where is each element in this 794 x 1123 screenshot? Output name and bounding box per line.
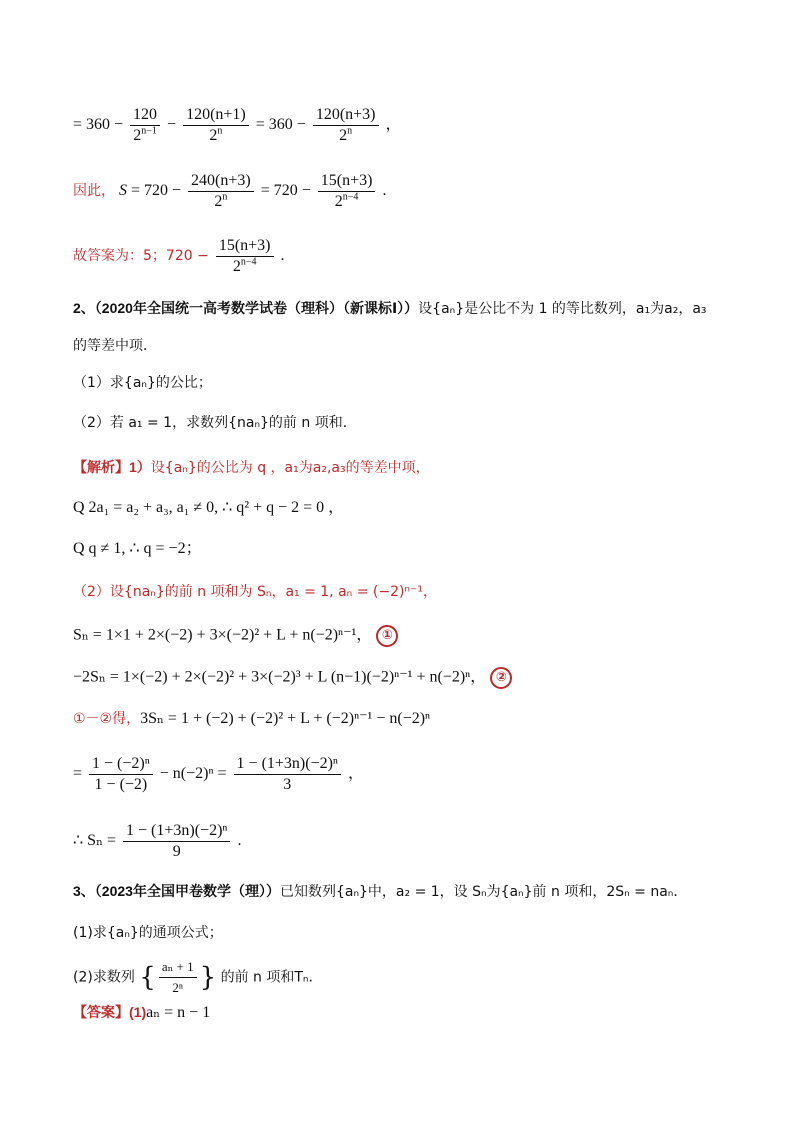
subtract-label: ①－②得，	[73, 711, 141, 727]
fraction: $\frac{240(n+3)}{2^n}$	[188, 172, 254, 211]
equation-5: ∴ Sₙ = $\frac{\text{1 − (1+3n)(−2)ⁿ}}{9}$ .	[73, 822, 242, 860]
equation-1: Sₙ = 1×1 + 2×(−2) + 3×(−2)² + L + n(−2)ⁿ⁻¹， ①	[73, 625, 398, 647]
fraction: $\frac{\text{1 − (−2)ⁿ}}{1 - (-2)}$	[89, 755, 153, 794]
question-2-part-1: （1）求{aₙ}的公比；	[73, 375, 212, 391]
question-2-part-2: （2）若 a₁ = 1，求数列{naₙ}的前 n 项和．	[73, 415, 357, 431]
fraction: $\frac{\text{aₙ + 1}}{\text{2ⁿ}}$	[159, 958, 197, 997]
marker-1: ①	[376, 625, 398, 647]
part-2-solution: （2）设{naₙ}的前 n 项和为 Sₙ，a₁ = 1, aₙ = (−2)ⁿ⁻¹，	[73, 584, 438, 600]
equation-3: ①－②得，3Sₙ = 1 + (−2) + (−2)² + L + (−2)ⁿ⁻¹ − n(−2)ⁿ	[73, 710, 431, 727]
answer-label: 故答案为：5；720 −	[73, 248, 209, 265]
fraction: $\frac{15(n+3)}{2^{n-4}}$	[216, 237, 274, 276]
solution-step-1: Q 2a₁ = a₂ + a₃, a₁ ≠ 0, ∴ q² + q − 2 = 0 ，	[73, 499, 345, 516]
eq-text: = 360 −	[255, 116, 306, 134]
question-3-answer: 【答案】(1)aₙ = n − 1	[73, 1004, 211, 1021]
answer-line: 故答案为：5；720 − $\frac{15(n+3)}{2^{n-4}}$ .	[73, 237, 285, 275]
question-2-title-cont: 的等差中项．	[73, 338, 157, 354]
question-source: （2020年全国统一高考数学试卷（理科）（新课标Ⅰ））	[94, 300, 419, 316]
fraction: $\frac{120(n+3)}{2^n}$	[313, 106, 379, 145]
analysis-line: 【解析】1）设{aₙ}的公比为 q ，a₁为a₂,a₃的等差中项，	[73, 459, 430, 476]
solution-step-2: Q q ≠ 1, ∴ q = −2；	[73, 540, 202, 557]
marker-2: ②	[490, 667, 512, 689]
fraction: $\frac{15(n+3)}{2^{n-4}}$	[318, 172, 376, 211]
equation-line-2: 因此， S = 720 − $\frac{240(n+3)}{2^n}$ = 720 − $\frac{15(n+3)}{2^{n-4}}$ .	[73, 172, 387, 210]
answer-label: 【答案】(1)	[73, 1004, 147, 1020]
question-3-part-1: (1)求{aₙ}的通项公式；	[73, 925, 223, 941]
fraction: $\frac{\text{1 − (1+3n)(−2)ⁿ}}{9}$	[123, 822, 230, 861]
analysis-label: 【解析】1）	[73, 459, 151, 475]
question-3-part-2: (2)求数列 { $\frac{\text{aₙ + 1}}{\text{2ⁿ}}$ } 的前 n 项和Tₙ．	[73, 959, 323, 995]
equation-4: = $\frac{\text{1 − (−2)ⁿ}}{1 - (-2)}$ − n(−2)ⁿ = $\frac{\text{1 − (1+3n)(−2)ⁿ}}{3}$ ，	[73, 755, 364, 793]
eq-text: = 360 −	[73, 116, 124, 134]
question-2-title: 2、（2020年全国统一高考数学试卷（理科）（新课标Ⅰ））设{aₙ}是公比不为 1 的等比数列，a₁为a₂，a₃	[73, 300, 707, 317]
question-3-title: 3、（2023年全国甲卷数学（理））已知数列{aₙ}中，a₂ = 1，设 Sₙ为{aₙ}前 n 项和，2Sₙ = naₙ．	[73, 883, 688, 900]
equation-line-1: = 360 − $\frac{120}{2^{n-1}}$ − $\frac{120(n+1)}{2^n}$ = 360 − $\frac{120(n+3)}{2^n}$ ，	[73, 106, 402, 144]
question-source: （2023年全国甲卷数学（理））	[94, 883, 280, 899]
conclusion-label: 因此，	[73, 183, 115, 200]
fraction: $\frac{\text{1 − (1+3n)(−2)ⁿ}}{3}$	[234, 755, 341, 794]
fraction: $\frac{120}{2^{n-1}}$	[130, 106, 160, 145]
equation-2: −2Sₙ = 1×(−2) + 2×(−2)² + 3×(−2)³ + L (n−1)(−2)ⁿ⁻¹ + n(−2)ⁿ， ②	[73, 667, 512, 689]
fraction: $\frac{120(n+1)}{2^n}$	[183, 106, 249, 145]
